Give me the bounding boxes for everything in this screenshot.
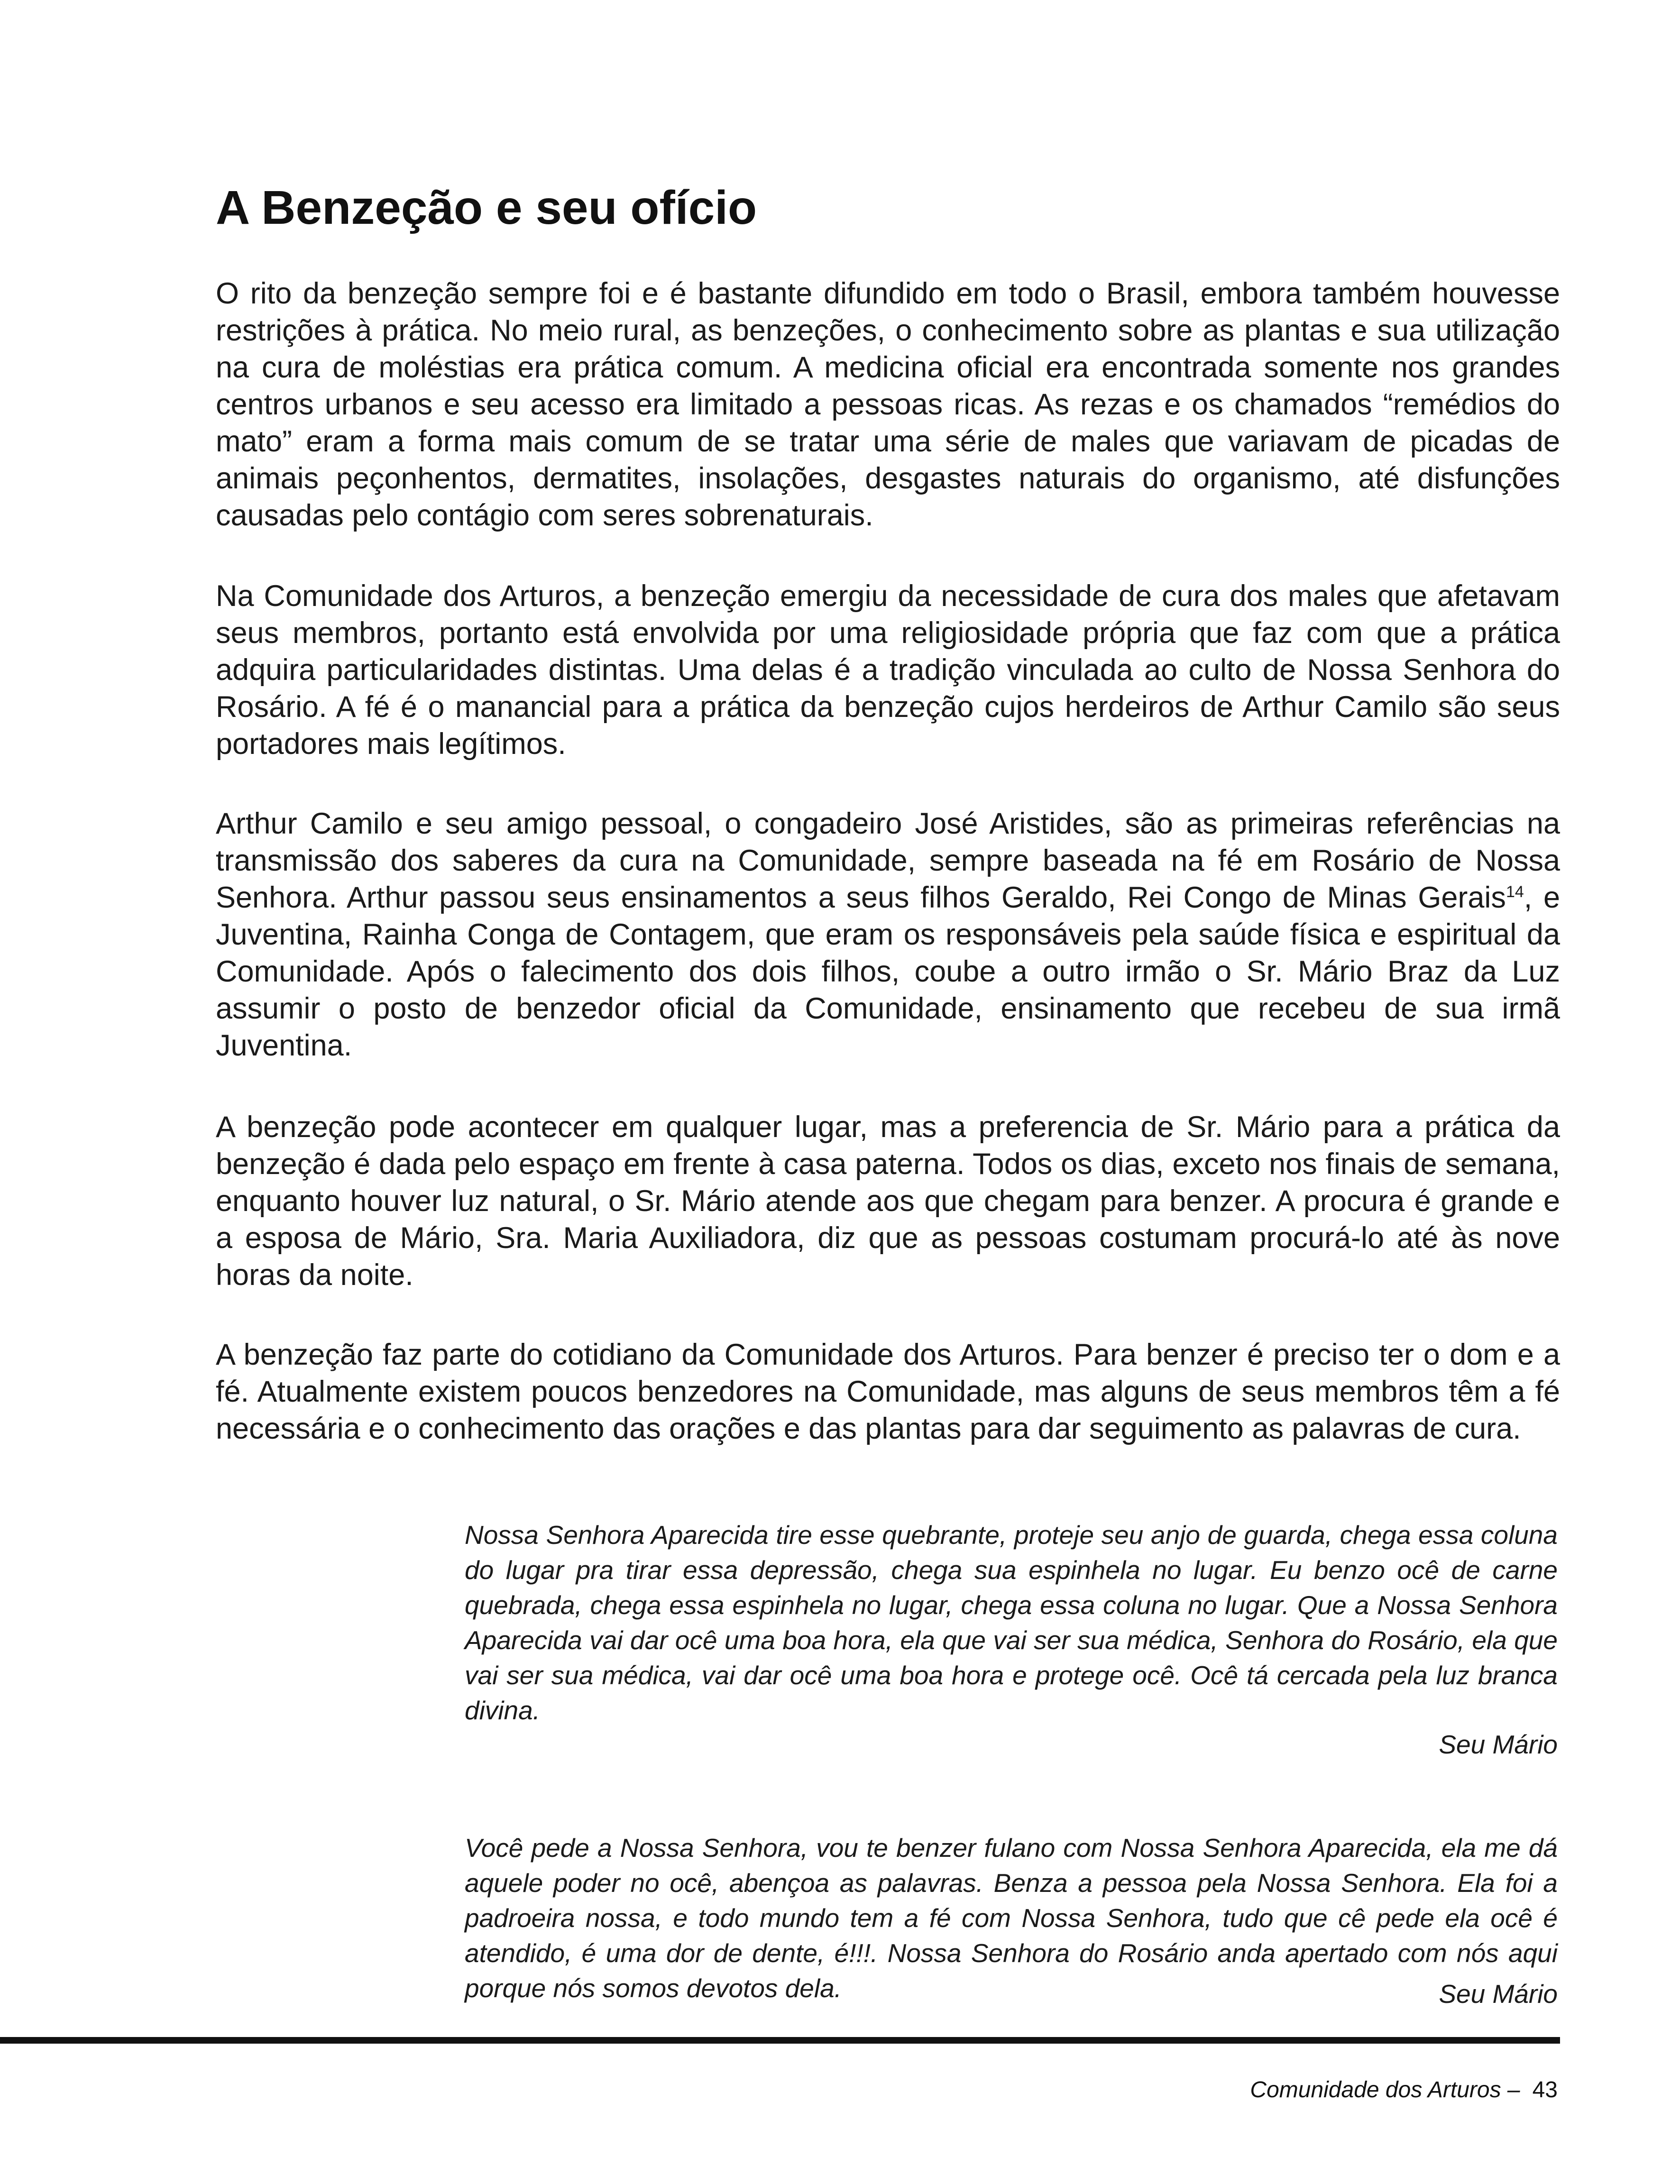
paragraph-text-before-footnote: Arthur Camilo e seu amigo pessoal, o congadeiro José Aristides, são as primeiras referências na transmissão dos saberes da cura na Comunidade, sempre baseada na fé em Rosário de Nossa Senhora. Arthur passou seus ensinamentos a seus filhos Geraldo, Rei Congo de Minas Gerais bbox=[216, 807, 1560, 914]
quote-attribution-2: Seu Mário bbox=[1439, 1979, 1558, 2009]
page-number: 43 bbox=[1532, 2077, 1558, 2102]
block-quote-1: Nossa Senhora Aparecida tire esse quebrante, proteje seu anjo de guarda, chega essa coluna do lugar pra tirar essa depressão, chega sua espinhela no lugar. Eu benzo ocê de carne quebrada, chega essa espinhela no lugar, chega essa coluna no lugar. Que a Nossa Senhora Aparecida vai dar ocê uma boa hora, ela que vai ser sua médica, Senhora do Rosário, ela que vai ser sua médica, vai dar ocê uma boa hora e protege ocê. Ocê tá cercada pela luz branca divina. bbox=[465, 1520, 1558, 1725]
footnote-reference: 14 bbox=[1506, 883, 1524, 901]
block-quote-2: Você pede a Nossa Senhora, vou te benzer fulano com Nossa Senhora Aparecida, ela me dá aquele poder no ocê, abençoa as palavras. Benza a pessoa pela Nossa Senhora. Ela foi a padroeira nossa, e todo mundo tem a fé com Nossa Senhora, tudo que cê pede ela ocê é atendido, é uma dor de dente, é!!!. Nossa Senhora do Rosário anda apertado com nós aqui porque nós somos devotos dela. bbox=[465, 1833, 1558, 2003]
body-paragraph-1: O rito da benzeção sempre foi e é bastante difundido em todo o Brasil, embora também houvesse restrições à prática. No meio rural, as benzeções, o conhecimento sobre as plantas e sua utilização na cura de moléstias era prática comum. A medicina oficial era encontrada somente nos grandes centros urbanos e seu acesso era limitado a pessoas ricas. As rezas e os chamados “remédios do mato” eram a forma mais comum de se tratar uma série de males que variavam de picadas de animais peçonhentos, dermatites, insolações, desgastes naturais do organismo, até disfunções causadas pelo contágio com seres sobrenaturais. bbox=[216, 277, 1560, 532]
footer-publication-title: Comunidade dos Arturos – bbox=[1250, 2077, 1520, 2102]
body-paragraph-2: Na Comunidade dos Arturos, a benzeção emergiu da necessidade de cura dos males que afetavam seus membros, portanto está envolvida por uma religiosidade própria que faz com que a prática adquira particularidades distintas. Uma delas é a tradição vinculada ao culto de Nossa Senhora do Rosário. A fé é o manancial para a prática da benzeção cujos herdeiros de Arthur Camilo são seus portadores mais legítimos. bbox=[216, 579, 1560, 761]
body-paragraph-4: A benzeção pode acontecer em qualquer lugar, mas a preferencia de Sr. Mário para a prática da benzeção é dada pelo espaço em frente à casa paterna. Todos os dias, exceto nos finais de semana, enquanto houver luz natural, o Sr. Mário atende aos que chegam para benzer. A procura é grande e a esposa de Mário, Sra. Maria Auxiliadora, diz que as pessoas costumam procurá-lo até às nove horas da noite. bbox=[216, 1110, 1560, 1292]
body-paragraph-5: A benzeção faz parte do cotidiano da Comunidade dos Arturos. Para benzer é preciso ter o dom e a fé. Atualmente existem poucos benzedores na Comunidade, mas alguns de seus membros têm a fé necessária e o conhecimento das orações e das plantas para dar seguimento as palavras de cura. bbox=[216, 1338, 1560, 1445]
footer-divider bbox=[0, 2037, 1560, 2044]
section-title: A Benzeção e seu ofício bbox=[216, 181, 757, 234]
quote-attribution-1: Seu Mário bbox=[1439, 1730, 1558, 1759]
body-paragraph-3 bbox=[216, 805, 1560, 1064]
paragraph-text-after-footnote: , e Juventina, Rainha Conga de Contagem, que eram os responsáveis pela saúde física e espiritual da Comunidade. Após o falecimento dos dois filhos, coube a outro irmão o Sr. Mário Braz da Luz assumir o posto de benzedor oficial da Comunidade, ensinamento que recebeu de sua irmã Juventina. bbox=[216, 881, 1560, 1062]
page-footer bbox=[1250, 2076, 1558, 2104]
